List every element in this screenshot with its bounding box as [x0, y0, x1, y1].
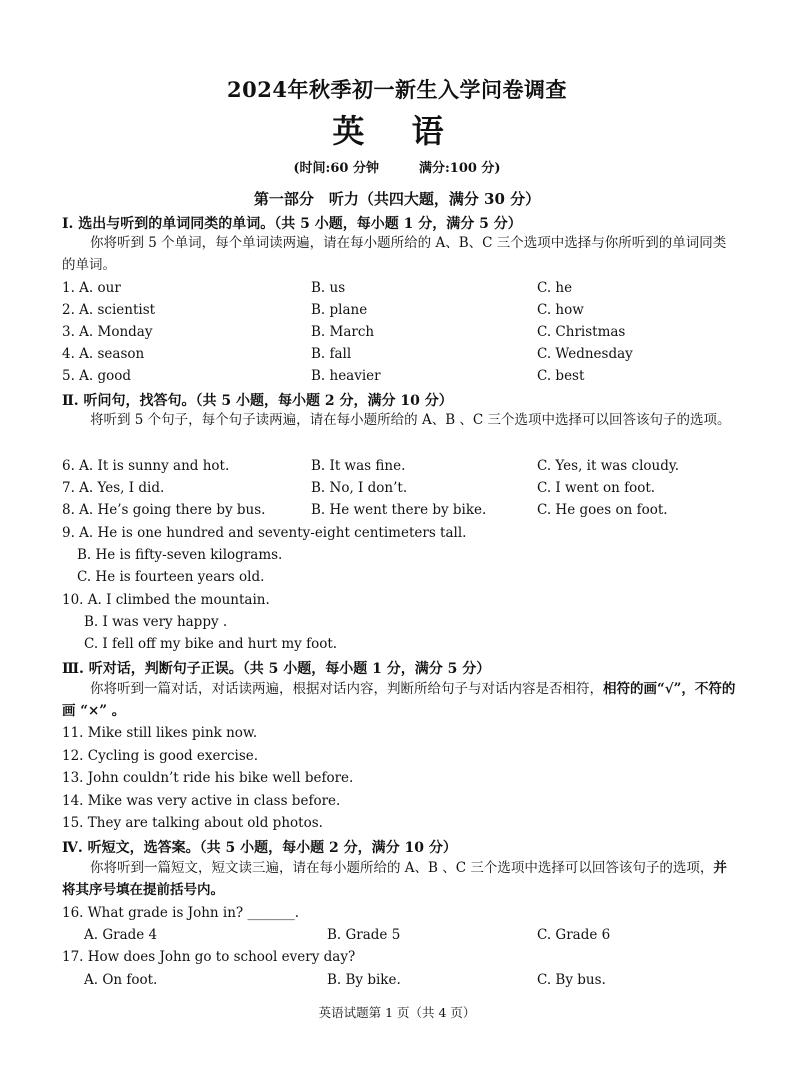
- option-a: 6. A. It is sunny and hot.: [62, 458, 230, 474]
- exam-score: 满分:100 分): [418, 161, 501, 176]
- option-a: 8. A. He’s going there by bus.: [62, 502, 266, 518]
- statement-item: 11. Mike still likes pink now.: [62, 725, 258, 741]
- option-c: C. Wednesday: [537, 346, 633, 362]
- statement-item: 14. Mike was very active in class before.: [62, 793, 341, 809]
- section4-instruction: [62, 857, 738, 901]
- exam-title: 2024年秋季初一新生入学问卷调查: [227, 77, 567, 102]
- option-c: C. Grade 6: [537, 927, 611, 943]
- option-a: 4. A. season: [62, 346, 145, 362]
- page-footer: 英语试题第 1 页（共 4 页）: [318, 1005, 476, 1020]
- exam-time: (时间:60 分钟: [293, 161, 379, 176]
- section2-heading: Ⅱ. 听问句，找答句。（共 5 小题，每小题 2 分，满分 10 分）: [62, 393, 453, 409]
- option-c: C. He goes on foot.: [537, 502, 668, 518]
- q9-option-a: 9. A. He is one hundred and seventy-eight centimeters tall.: [62, 525, 467, 541]
- question-row: [62, 280, 752, 300]
- instruction-text: 你将听到一篇短文，短文读三遍，请在每小题所给的 A、B 、C 三个选项中选择可以回答该句子的选项，: [90, 860, 714, 876]
- section1-heading: Ⅰ. 选出与听到的单词同类的单词。（共 5 小题，每小题 1 分，满分 5 分）: [62, 216, 522, 232]
- question-row: [84, 927, 774, 947]
- instruction-bold: 不符的画 “×” 。: [62, 681, 736, 719]
- question-row: [62, 346, 752, 366]
- q17-question: 17. How does John go to school every day?: [62, 949, 356, 965]
- option-c: C. Yes, it was cloudy.: [537, 458, 679, 474]
- option-c: C. how: [537, 302, 584, 318]
- q10-option-c: C. I fell off my bike and hurt my foot.: [84, 636, 338, 652]
- option-b: B. He went there by bike.: [311, 502, 487, 518]
- option-b: B. Grade 5: [327, 927, 401, 943]
- question-row: [84, 972, 774, 992]
- exam-meta: [0, 157, 794, 176]
- instruction-bold: 并将其序号填在提前括号内。: [62, 860, 727, 898]
- question-row: [62, 502, 752, 522]
- option-b: B. March: [311, 324, 375, 340]
- q9-option-c: C. He is fourteen years old.: [77, 569, 265, 585]
- section1-instruction: 你将听到 5 个单词，每个单词读两遍，请在每小题所给的 A、B、C 三个选项中选择与你所听到的单词同类的单词。: [62, 235, 727, 273]
- question-row: [62, 324, 752, 344]
- part1-title: 第一部分 听力（共四大题，满分 30 分）: [253, 190, 541, 208]
- option-c: C. best: [537, 368, 585, 384]
- section2-instruction: 将听到 5 个句子，每个句子读两遍，请在每小题所给的 A、B 、C 三个选项中选择可以回答该句子的选项。: [90, 412, 731, 428]
- statement-item: 12. Cycling is good exercise.: [62, 748, 259, 764]
- option-c: C. Christmas: [537, 324, 626, 340]
- q16-question: 16. What grade is John in? _______.: [62, 905, 300, 921]
- question-row: [62, 458, 752, 478]
- option-a: 7. A. Yes, I did.: [62, 480, 165, 496]
- subject-title: 英 语: [332, 112, 462, 150]
- q10-option-b: B. I was very happy .: [84, 614, 228, 630]
- option-a: A. Grade 4: [84, 927, 158, 943]
- option-c: C. I went on foot.: [537, 480, 656, 496]
- option-b: B. It was fine.: [311, 458, 406, 474]
- q10-option-a: 10. A. I climbed the mountain.: [62, 592, 270, 608]
- q9-option-b: B. He is fifty-seven kilograms.: [77, 547, 283, 563]
- option-b: B. plane: [311, 302, 368, 318]
- option-a: 1. A. our: [62, 280, 121, 296]
- option-a: 3. A. Monday: [62, 324, 153, 340]
- section4-heading: Ⅳ. 听短文，选答案。（共 5 小题，每小题 2 分，满分 10 分）: [62, 840, 457, 856]
- option-b: B. By bike.: [327, 972, 401, 988]
- option-c: C. By bus.: [537, 972, 606, 988]
- option-b: B. us: [311, 280, 346, 296]
- option-a: A. On foot.: [84, 972, 158, 988]
- section3-instruction: [62, 678, 738, 722]
- option-a: 5. A. good: [62, 368, 132, 384]
- statement-item: 15. They are talking about old photos.: [62, 815, 323, 831]
- option-c: C. he: [537, 280, 573, 296]
- question-row: [62, 302, 752, 322]
- question-row: [62, 368, 752, 388]
- option-b: B. No, I don’t.: [311, 480, 408, 496]
- instruction-text: 你将听到一篇对话，对话读两遍，根据对话内容，判断所给句子与对话内容是否相符，: [90, 681, 603, 697]
- statement-item: 13. John couldn’t ride his bike well before.: [62, 770, 354, 786]
- instruction-bold: 相符的画“√”，: [603, 681, 695, 697]
- option-a: 2. A. scientist: [62, 302, 156, 318]
- question-row: [62, 480, 752, 500]
- option-b: B. heavier: [311, 368, 381, 384]
- option-b: B. fall: [311, 346, 352, 362]
- section3-heading: Ⅲ. 听对话，判断句子正误。（共 5 小题，每小题 1 分，满分 5 分）: [62, 661, 491, 677]
